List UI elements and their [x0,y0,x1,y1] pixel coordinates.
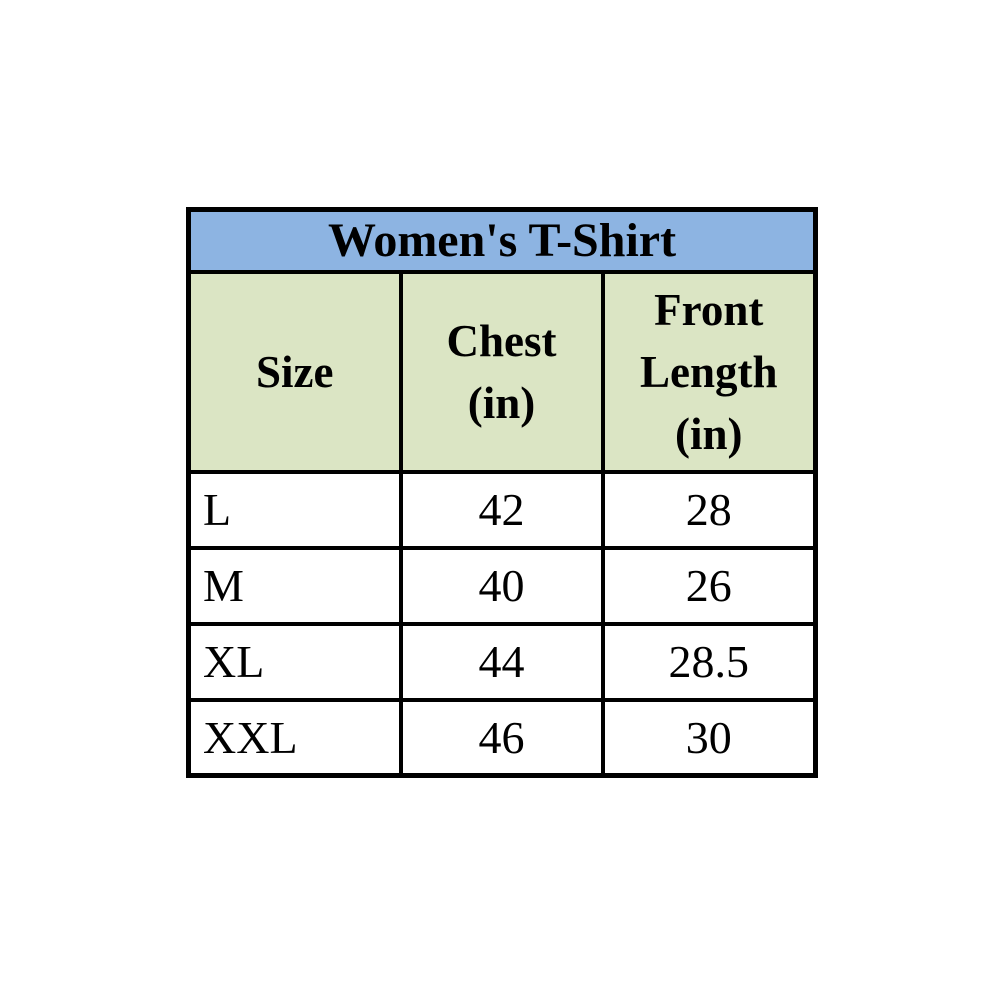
chest-value-m: 40 [401,548,603,624]
front-length-value-xxl: 30 [603,700,816,776]
column-header-front-length [603,272,816,472]
table-row [189,624,816,700]
chest-value-l: 42 [401,472,603,548]
front-length-value-xl: 28.5 [603,624,816,700]
column-header-chest-line-2: (in) [467,377,536,428]
table-header-row [189,272,816,472]
table-title-row [189,210,816,272]
table-row [189,548,816,624]
column-header-chest [401,272,603,472]
size-value-xxl: XXL [189,700,401,776]
size-value-m: M [189,548,401,624]
column-header-front-length-line-2: Length [640,346,778,397]
column-header-chest-line-1: Chest [446,315,557,366]
column-header-front-length-line-3: (in) [675,408,743,459]
column-header-size [189,272,401,472]
chest-value-xxl: 46 [401,700,603,776]
front-length-value-l: 28 [603,472,816,548]
chest-value-xl: 44 [401,624,603,700]
column-header-front-length-line-1: Front [654,284,764,335]
front-length-value-m: 26 [603,548,816,624]
size-value-l: L [189,472,401,548]
table-title: Women's T-Shirt [189,210,816,272]
size-value-xl: XL [189,624,401,700]
table-row [189,472,816,548]
column-header-size-line: Size [256,346,334,397]
size-chart-table [186,207,818,778]
table-row [189,700,816,776]
